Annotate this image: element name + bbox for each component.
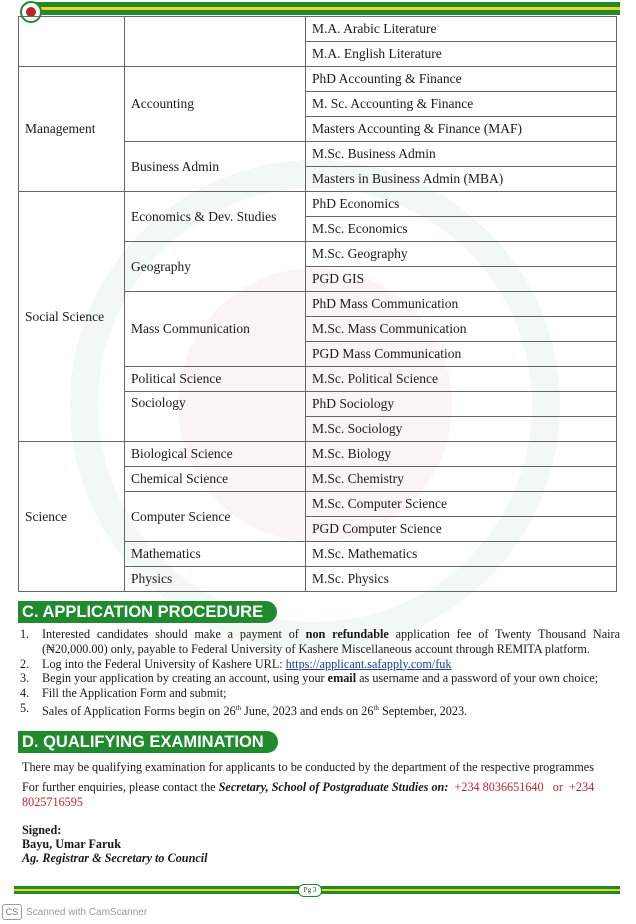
table-row [19,67,617,92]
programme-cell: M.A. Arabic Literature [306,17,617,42]
department-cell: Computer Science [125,492,306,542]
application-procedure-list [20,627,620,719]
signature-block: Signed: Bayu, Umar Faruk Ag. Registrar & Secretary to Council [22,823,208,865]
application-portal-link[interactable]: https://applicant.safapply.com/fuk [285,656,452,671]
programme-cell: Masters Accounting & Finance (MAF) [306,117,617,142]
programme-cell: PhD Economics [306,192,617,217]
programme-cell: M.Sc. Geography [306,242,617,267]
programme-cell: M.Sc. Mass Communication [306,317,617,342]
programme-cell: PhD Sociology [306,392,617,417]
list-item: 3. Begin your application by creating an account, using your email as username and a password of your own choice; [20,671,599,686]
page-number: Pg 3 [298,884,322,897]
department-cell: Mass Communication [125,292,306,367]
department-cell: Accounting [125,67,306,142]
department-cell: Geography [125,242,306,292]
department-cell: Chemical Science [125,467,306,492]
programme-cell: M.Sc. Economics [306,217,617,242]
programme-cell: PhD Accounting & Finance [306,67,617,92]
enquiry-text: For further enquiries, please contact the Secretary, School of Postgraduate Studies on: +234 8036651640 or +234 8025716595 [22,780,595,809]
table-row [19,442,617,467]
department-cell: Mathematics [125,542,306,567]
phone-number[interactable]: +234 8036651640 [454,780,544,794]
department-cell: Biological Science [125,442,306,467]
programme-cell: M.Sc. Biology [306,442,617,467]
programmes-table [18,16,617,592]
list-item: 1. Interested candidates should make a payment of non refundable application fee of Twenty Thousand Naira (₦20,000.00) only, payable to Federal University of Kashere Miscellaneous account through REMITA platform. [20,627,620,656]
programme-cell: M.A. English Literature [306,42,617,67]
table-row [19,192,617,217]
programme-cell: Masters in Business Admin (MBA) [306,167,617,192]
faculty-cell: Social Science [19,192,125,442]
programme-cell: M.Sc. Physics [306,567,617,592]
programme-cell: M.Sc. Political Science [306,367,617,392]
list-item: 5. Sales of Application Forms begin on 26th June, 2023 and ends on 26th September, 2023. [20,700,468,719]
faculty-cell: Management [19,67,125,192]
programme-cell: M.Sc. Sociology [306,417,617,442]
programme-cell: PhD Mass Communication [306,292,617,317]
phone-number[interactable]: +234 8025716595 [22,780,595,809]
programme-cell: PGD Mass Communication [306,342,617,367]
department-cell: Business Admin [125,142,306,192]
department-cell: Physics [125,567,306,592]
programme-cell: M.Sc. Computer Science [306,492,617,517]
section-d-heading: D. QUALIFYING EXAMINATION [18,731,278,753]
programme-cell: PGD GIS [306,267,617,292]
table-row [19,17,617,42]
programme-cell: PGD Computer Science [306,517,617,542]
list-item: 4. Fill the Application Form and submit; [20,686,227,701]
list-item: 2. Log into the Federal University of Kashere URL: https://applicant.safapply.com/fuk [20,656,452,671]
qualifying-exam-text: There may be qualifying examination for applicants to be conducted by the department of the respective programmes [22,760,594,774]
programme-cell: M. Sc. Accounting & Finance [306,92,617,117]
department-cell: Political Science [125,367,306,392]
faculty-cell: Science [19,442,125,592]
section-c-heading: C. APPLICATION PROCEDURE [18,601,277,623]
camscanner-logo-icon: CS [2,904,22,920]
programme-cell: M.Sc. Chemistry [306,467,617,492]
programme-cell: M.Sc. Business Admin [306,142,617,167]
department-cell: Economics & Dev. Studies [125,192,306,242]
programme-cell: M.Sc. Mathematics [306,542,617,567]
camscanner-watermark: CS Scanned with CamScanner [2,904,147,920]
department-cell: Sociology [125,392,306,442]
